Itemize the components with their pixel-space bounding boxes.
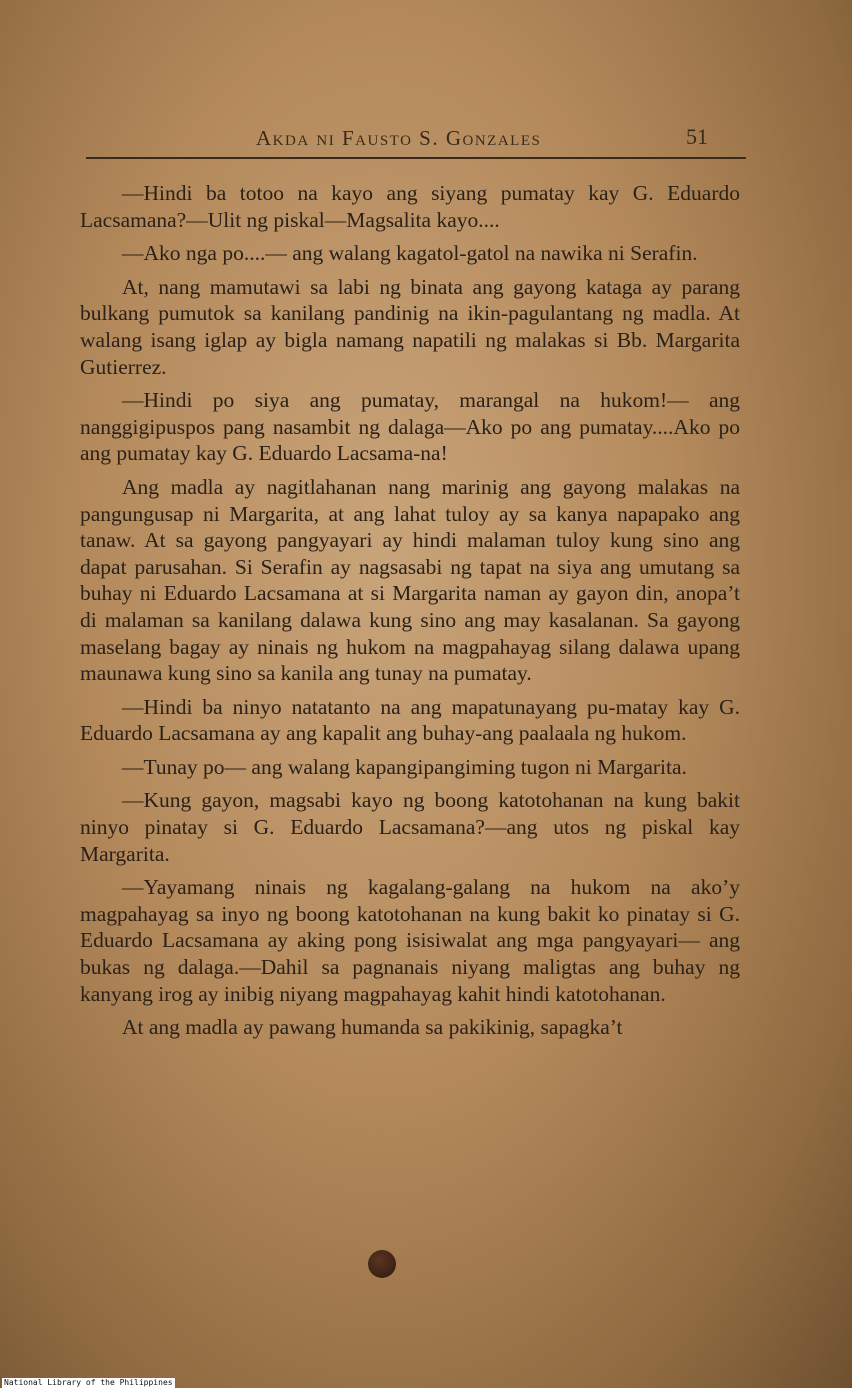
paragraph: At ang madla ay pawang humanda sa pakikinig, sapagka’t	[122, 1015, 623, 1040]
body-text	[80, 180, 740, 1041]
ink-blot-ornament	[368, 1250, 396, 1278]
paragraph: —Yayamang ninais ng kagalang-galang na hukom na ako’y magpahayag sa inyo ng boong katotohanan na kung bakit ko pinatay si G. Eduardo Lacsamana ay aking pong isisiwalat ang mga pangyayari— ang bukas ng dalaga.—Dahil sa pagnanais niyang maligtas ang buhay ng kanyang irog ay inibig niyang magpahayag kahit hindi katotohanan.	[80, 875, 740, 1006]
footer-credit: National Library of the Philippines	[4, 1378, 173, 1387]
paragraph: Ang madla ay nagitlahanan nang marinig ang gayong malakas na pangungusap ni Margarita, at ang lahat tuloy ay sa kanya napapako ang tanaw. At sa gayong pangyayari ay hindi malaman tuloy kung sino ang dapat parusahan. Si Serafin ay nagsasabi ng tapat na siya ang umutang sa buhay ni Eduardo Lacsamana at si Margarita naman ay gayon din, anopa’t di malaman sa kanilang dalawa kung sino ang may kasalanan. Sa gayong maselang bagay ay ninais ng hukom na magpahayag silang dalawa upang maunawa kung sino sa kanila ang tunay na pumatay.	[80, 474, 740, 686]
paragraph: —Kung gayon, magsabi kayo ng boong katotohanan na kung bakit ninyo pinatay si G. Eduardo Lacsamana?—ang utos ng piskal kay Margarita.	[80, 788, 740, 866]
paragraph: —Tunay po— ang walang kapangipangiming tugon ni Margarita.	[122, 754, 687, 779]
paragraph: —Hindi ba ninyo natatanto na ang mapatunayang pu-matay kay G. Eduardo Lacsamana ay ang kapalit ang buhay-ang paalaala ng hukom.	[80, 694, 740, 746]
page-number: 51	[686, 124, 708, 149]
paragraph: At, nang mamutawi sa labi ng binata ang gayong kataga ay parang bulkang pumutok sa kanilang pandinig na ikin-pagulantang ng madla. At walang isang iglap ay bigla namang napatili ng malakas si Bb. Margarita Gutierrez.	[80, 274, 740, 379]
paragraph: —Ako nga po....— ang walang kagatol-gatol na nawika ni Serafin.	[122, 241, 698, 266]
running-header	[86, 122, 746, 156]
header-title: Akda ni Fausto S. Gonzales	[256, 126, 542, 150]
header-rule	[86, 157, 746, 159]
paragraph: —Hindi po siya ang pumatay, marangal na hukom!— ang nanggigipuspos pang nasambit ng dalaga—Ako po ang pumatay....Ako po ang pumatay kay G. Eduardo Lacsama-na!	[80, 388, 740, 466]
paragraph: —Hindi ba totoo na kayo ang siyang pumatay kay G. Eduardo Lacsamana?—Ulit ng piskal—Magsalita kayo....	[80, 181, 740, 232]
